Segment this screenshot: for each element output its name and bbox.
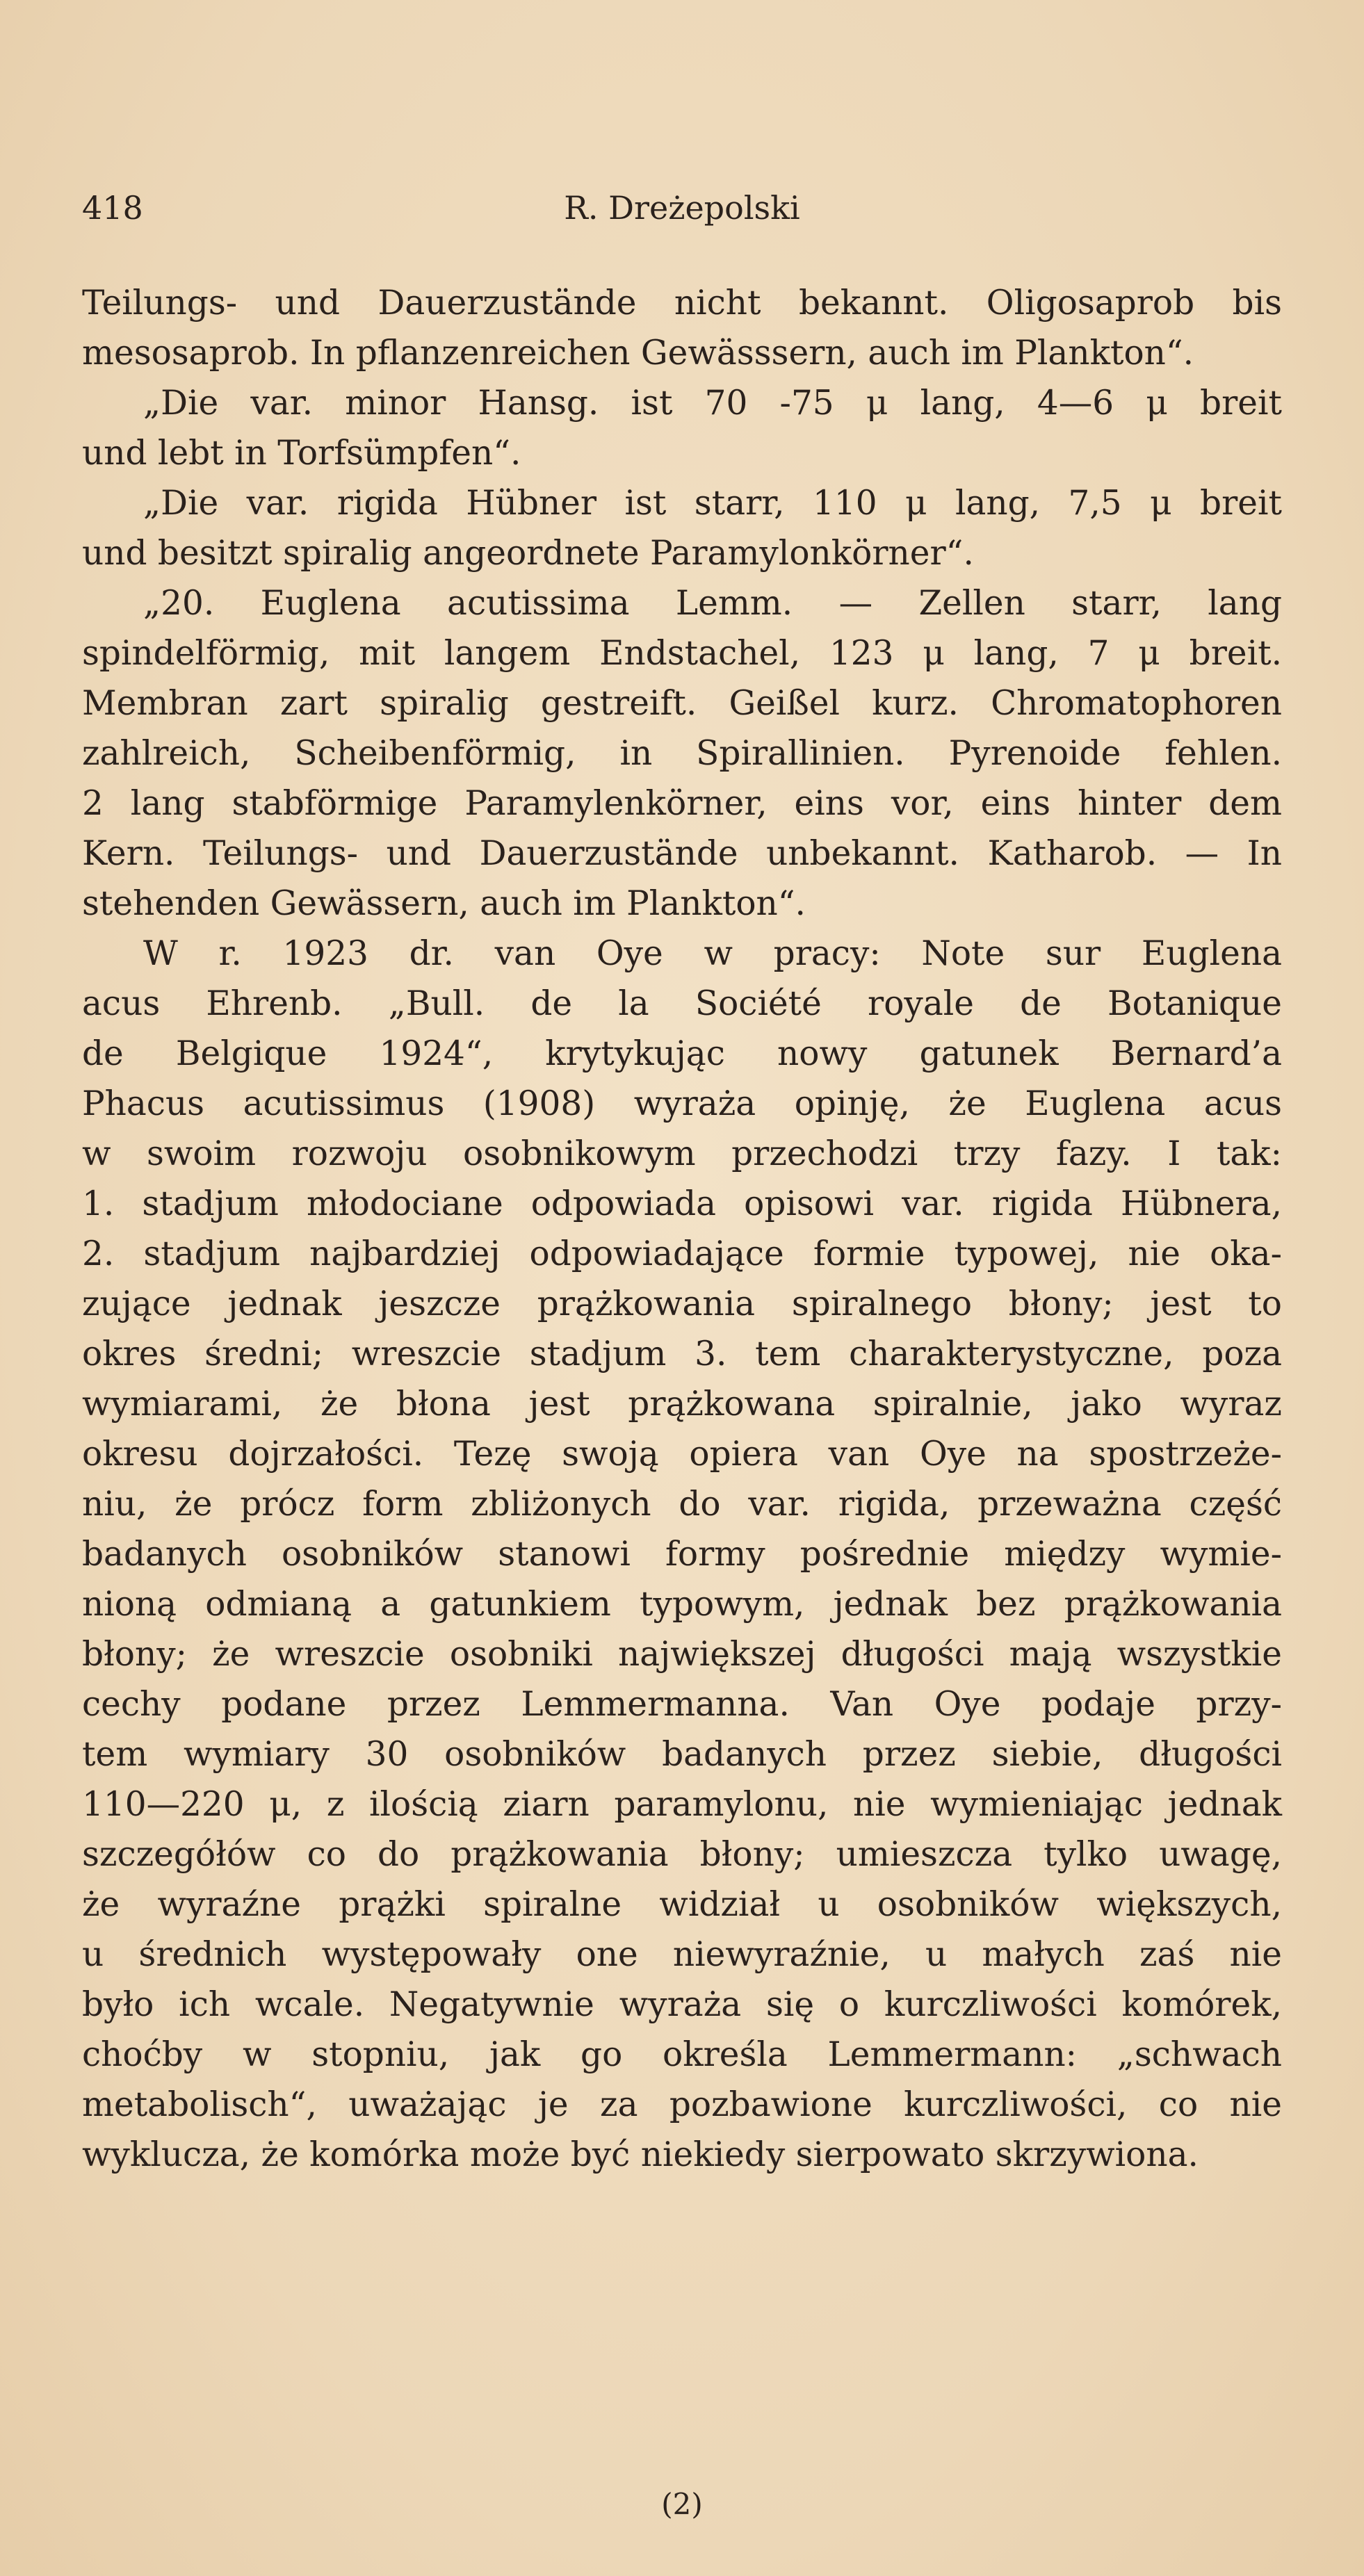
- text-line: błony; że wreszcie osobniki największej długości mają wszystkie: [82, 1635, 1282, 1674]
- text-line: und lebt in Torfsümpfen“.: [82, 434, 521, 473]
- text-line: wymiarami, że błona jest prążkowana spiralnie, jako wyraz: [82, 1385, 1282, 1424]
- text-line: W r. 1923 dr. van Oye w pracy: Note sur Euglena: [143, 934, 1282, 973]
- text-line: 110—220 μ, z ilością ziarn paramylonu, nie wymieniając jednak: [82, 1785, 1282, 1824]
- text-line: zahlreich, Scheibenförmig, in Spirallinien. Pyrenoide fehlen.: [82, 734, 1282, 773]
- text-line: choćby w stopniu, jak go określa Lemmermann: „schwach: [82, 2035, 1282, 2074]
- text-line: mesosaprob. In pflanzenreichen Gewässsern, auch im Plankton“.: [82, 334, 1194, 373]
- text-line: metabolisch“, uważając je za pozbawione kurczliwości, co nie: [82, 2085, 1282, 2124]
- text-line: de Belgique 1924“, krytykując nowy gatunek Bernard’a: [82, 1034, 1282, 1073]
- text-line: Teilungs- und Dauerzustände nicht bekannt. Oligosaprob bis: [82, 284, 1282, 323]
- text-line: und besitzt spiralig angeordnete Paramylonkörner“.: [82, 534, 974, 573]
- text-line: acus Ehrenb. „Bull. de la Société royale de Botanique: [82, 984, 1282, 1023]
- text-line: Phacus acutissimus (1908) wyraża opinję, że Euglena acus: [82, 1084, 1282, 1123]
- text-line: okres średni; wreszcie stadjum 3. tem charakterystyczne, poza: [82, 1335, 1282, 1373]
- text-line: wyklucza, że komórka może być niekiedy sierpowato skrzywiona.: [82, 2135, 1199, 2174]
- text-line: spindelförmig, mit langem Endstachel, 123 μ lang, 7 μ breit.: [82, 634, 1282, 673]
- text-line: niu, że prócz form zbliżonych do var. rigida, przeważna część: [82, 1485, 1282, 1524]
- page-number: 418: [82, 189, 143, 227]
- text-line: badanych osobników stanowi formy pośrednie między wymie-: [82, 1535, 1282, 1574]
- text-line: było ich wcale. Negatywnie wyraża się o kurczliwości komórek,: [82, 1985, 1282, 2024]
- text-line: „Die var. rigida Hübner ist starr, 110 μ lang, 7,5 μ breit: [143, 484, 1282, 523]
- text-line: okresu dojrzałości. Tezę swoją opiera van Oye na spostrzeże-: [82, 1435, 1282, 1474]
- text-line: stehenden Gewässern, auch im Plankton“.: [82, 884, 806, 923]
- text-line: u średnich występowały one niewyraźnie, u małych zaś nie: [82, 1935, 1282, 1974]
- text-line: „Die var. minor Hansg. ist 70 -75 μ lang, 4—6 μ breit: [143, 384, 1282, 423]
- text-line: 1. stadjum młodociane odpowiada opisowi var. rigida Hübnera,: [82, 1184, 1282, 1223]
- text-line: 2. stadjum najbardziej odpowiadające formie typowej, nie oka-: [82, 1234, 1282, 1273]
- text-line: w swoim rozwoju osobnikowym przechodzi trzy fazy. I tak:: [82, 1134, 1282, 1173]
- text-line: 2 lang stabförmige Paramylenkörner, eins vor, eins hinter dem: [82, 784, 1282, 823]
- text-line: „20. Euglena acutissima Lemm. — Zellen starr, lang: [143, 584, 1282, 623]
- page-header: [82, 189, 1282, 238]
- text-line: cechy podane przez Lemmermanna. Van Oye podaje przy-: [82, 1685, 1282, 1724]
- running-head: R. Dreżepolski: [564, 189, 800, 227]
- text-line: zujące jednak jeszcze prążkowania spiralnego błony; jest to: [82, 1285, 1282, 1323]
- text-line: Membran zart spiralig gestreift. Geißel kurz. Chromatophoren: [82, 684, 1282, 723]
- text-line: Kern. Teilungs- und Dauerzustände unbekannt. Katharob. — In: [82, 834, 1282, 873]
- text-line: nioną odmianą a gatunkiem typowym, jednak bez prążkowania: [82, 1585, 1282, 1624]
- signature-mark: (2): [661, 2487, 703, 2521]
- body-text: [82, 278, 1282, 2180]
- text-line: że wyraźne prążki spiralne widział u osobników większych,: [82, 1885, 1282, 1924]
- text-line: szczegółów co do prążkowania błony; umieszcza tylko uwagę,: [82, 1835, 1282, 1874]
- text-line: tem wymiary 30 osobników badanych przez siebie, długości: [82, 1735, 1282, 1774]
